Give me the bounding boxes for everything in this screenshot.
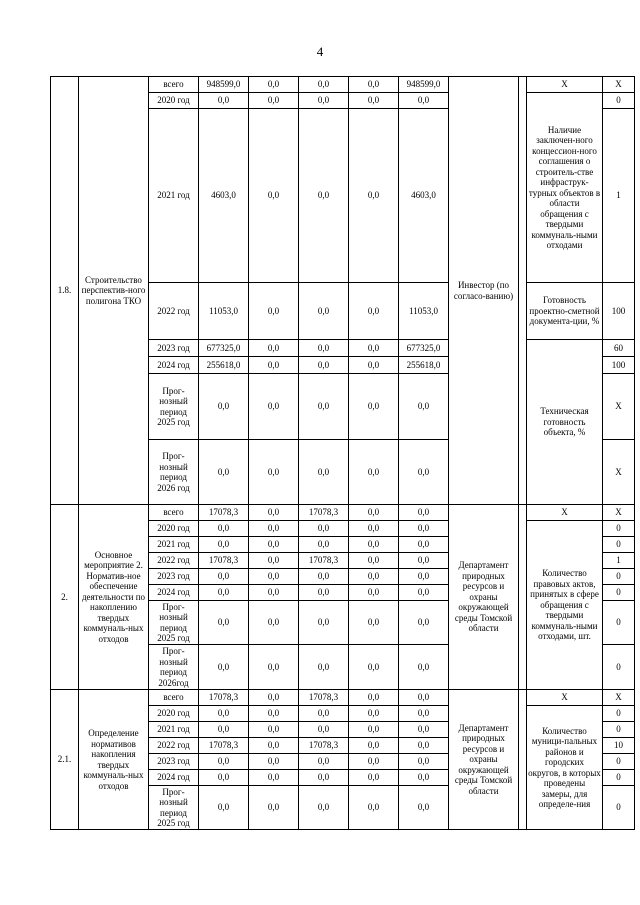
value-cell: 0,0 [199, 374, 249, 440]
indicator-value: 10 [603, 738, 635, 754]
value-cell: 0,0 [299, 585, 349, 601]
value-cell: 0,0 [349, 706, 399, 722]
value-cell: 0,0 [249, 505, 299, 521]
value-cell: 4603,0 [399, 109, 449, 283]
period-cell: 2022 год [149, 553, 199, 569]
executor-cell: Департамент природных ресурсов и охраны окружающей среды Томской области [449, 505, 519, 690]
indicator-cell: Наличие заключен-ного концессион-ного соглашения о строитель-стве инфраструк-турных объектов в области обращения с твердыми коммуналь-ными отходами [527, 93, 603, 283]
value-cell: 0,0 [299, 722, 349, 738]
indicator-value: 100 [603, 357, 635, 374]
indicator-value: 0 [603, 722, 635, 738]
value-cell: 0,0 [249, 754, 299, 770]
value-cell: 0,0 [249, 770, 299, 786]
period-cell: 2020 год [149, 93, 199, 109]
value-cell: 0,0 [399, 569, 449, 585]
period-cell: 2023 год [149, 340, 199, 357]
indicator-value: 0 [603, 754, 635, 770]
value-cell: 0,0 [349, 357, 399, 374]
indicator-cell: Количество муници-пальных районов и городских округов, в которых проведены замеры, для определе-ния [527, 706, 603, 830]
period-cell: всего [149, 690, 199, 706]
indicator-value: 0 [603, 585, 635, 601]
value-cell: 11053,0 [199, 283, 249, 340]
value-cell: 0,0 [299, 537, 349, 553]
value-cell: 4603,0 [199, 109, 249, 283]
value-cell: 0,0 [199, 93, 249, 109]
indicator-value: 1 [603, 553, 635, 569]
value-cell: 0,0 [199, 601, 249, 645]
value-cell: 17078,3 [299, 553, 349, 569]
value-cell: 0,0 [349, 738, 399, 754]
table-row [51, 77, 635, 93]
period-cell: Прог-нозный период 2026год [149, 645, 199, 690]
value-cell: 0,0 [299, 786, 349, 830]
value-cell: 0,0 [349, 283, 399, 340]
period-cell: Прог-нозный период 2025 год [149, 786, 199, 830]
value-cell: 0,0 [199, 770, 249, 786]
value-cell: 0,0 [399, 93, 449, 109]
period-cell: 2020 год [149, 521, 199, 537]
value-cell: 0,0 [349, 690, 399, 706]
value-cell: 0,0 [299, 569, 349, 585]
value-cell: 0,0 [399, 770, 449, 786]
value-cell: 948599,0 [199, 77, 249, 93]
value-cell: 0,0 [399, 601, 449, 645]
value-cell: 255618,0 [399, 357, 449, 374]
value-cell: 0,0 [199, 722, 249, 738]
value-cell: 0,0 [399, 754, 449, 770]
value-cell: 0,0 [399, 645, 449, 690]
period-cell: 2024 год [149, 770, 199, 786]
value-cell: 0,0 [349, 569, 399, 585]
value-cell: 0,0 [249, 521, 299, 537]
period-cell: всего [149, 505, 199, 521]
section-name: Основное мероприятие 2. Норматив-ное обеспечение деятельности по накоплению твердых коммуналь-ных отходов [79, 505, 149, 690]
period-cell: 2022 год [149, 738, 199, 754]
value-cell: 0,0 [299, 93, 349, 109]
value-cell: 677325,0 [199, 340, 249, 357]
value-cell: 0,0 [349, 553, 399, 569]
value-cell: 0,0 [399, 585, 449, 601]
indicator-value: 0 [603, 706, 635, 722]
value-cell: 0,0 [249, 374, 299, 440]
value-cell: 0,0 [249, 77, 299, 93]
value-cell: 0,0 [349, 521, 399, 537]
value-cell: 0,0 [399, 374, 449, 440]
value-cell: 0,0 [199, 706, 249, 722]
value-cell: 0,0 [199, 521, 249, 537]
value-cell: 0,0 [249, 690, 299, 706]
period-cell: 2023 год [149, 569, 199, 585]
value-cell: 0,0 [249, 340, 299, 357]
value-cell: 0,0 [349, 374, 399, 440]
indicator-value: X [603, 505, 635, 521]
spacer-cell [519, 77, 527, 505]
period-cell: 2023 год [149, 754, 199, 770]
value-cell: 0,0 [349, 601, 399, 645]
value-cell: 0,0 [249, 283, 299, 340]
period-cell: Прог-нозный период 2025 год [149, 601, 199, 645]
period-cell: 2024 год [149, 357, 199, 374]
spacer-cell [519, 690, 527, 830]
value-cell: 0,0 [299, 645, 349, 690]
value-cell: 0,0 [349, 93, 399, 109]
value-cell: 0,0 [299, 109, 349, 283]
value-cell: 0,0 [299, 706, 349, 722]
value-cell: 0,0 [299, 374, 349, 440]
indicator-value: X [603, 440, 635, 505]
value-cell: 0,0 [349, 770, 399, 786]
section-name: Строительство перспектив-ного полигона ТКО [79, 77, 149, 505]
indicator-value: 100 [603, 283, 635, 340]
value-cell: 0,0 [399, 537, 449, 553]
period-cell: всего [149, 77, 199, 93]
value-cell: 0,0 [399, 440, 449, 505]
period-cell: 2022 год [149, 283, 199, 340]
value-cell: 17078,3 [199, 505, 249, 521]
indicator-value: 0 [603, 521, 635, 537]
value-cell: 17078,3 [199, 690, 249, 706]
period-cell: 2021 год [149, 109, 199, 283]
section-number: 2.1. [51, 690, 79, 830]
value-cell: 948599,0 [399, 77, 449, 93]
section-name: Определение нормативов накопления твердых коммуналь-ных отходов [79, 690, 149, 830]
indicator-cell: Количество правовых актов, принятых в сфере обращения с твердыми коммуналь-ными отходами, шт. [527, 521, 603, 690]
value-cell: 255618,0 [199, 357, 249, 374]
value-cell: 0,0 [299, 521, 349, 537]
indicator-value: 1 [603, 109, 635, 283]
indicator-cell: X [527, 77, 603, 93]
section-number: 1.8. [51, 77, 79, 505]
value-cell: 0,0 [399, 521, 449, 537]
value-cell: 0,0 [299, 754, 349, 770]
value-cell: 0,0 [399, 553, 449, 569]
value-cell: 0,0 [249, 722, 299, 738]
value-cell: 0,0 [399, 786, 449, 830]
value-cell: 17078,3 [299, 690, 349, 706]
value-cell: 0,0 [249, 786, 299, 830]
value-cell: 0,0 [399, 690, 449, 706]
value-cell: 0,0 [199, 440, 249, 505]
value-cell: 0,0 [349, 440, 399, 505]
period-cell: 2020 год [149, 706, 199, 722]
indicator-cell: X [527, 690, 603, 706]
value-cell: 0,0 [199, 786, 249, 830]
table-row [51, 690, 635, 706]
spacer-cell [519, 505, 527, 690]
value-cell: 0,0 [299, 283, 349, 340]
table-row [51, 505, 635, 521]
indicator-value: X [603, 374, 635, 440]
value-cell: 0,0 [349, 537, 399, 553]
value-cell: 0,0 [299, 770, 349, 786]
value-cell: 11053,0 [399, 283, 449, 340]
value-cell: 0,0 [299, 77, 349, 93]
indicator-value: 0 [603, 645, 635, 690]
period-cell: 2024 год [149, 585, 199, 601]
value-cell: 0,0 [249, 357, 299, 374]
value-cell: 0,0 [199, 754, 249, 770]
value-cell: 17078,3 [199, 553, 249, 569]
value-cell: 17078,3 [299, 505, 349, 521]
value-cell: 0,0 [249, 706, 299, 722]
indicator-cell: Техническая готовность объекта, % [527, 340, 603, 505]
value-cell: 0,0 [399, 706, 449, 722]
value-cell: 0,0 [349, 585, 399, 601]
value-cell: 0,0 [349, 754, 399, 770]
indicator-value: 0 [603, 537, 635, 553]
value-cell: 0,0 [349, 77, 399, 93]
value-cell: 0,0 [199, 645, 249, 690]
period-cell: Прог-нозный период 2025 год [149, 374, 199, 440]
executor-cell: Инвестор (по согласо-ванию) [449, 77, 519, 505]
value-cell: 0,0 [349, 722, 399, 738]
value-cell: 0,0 [299, 340, 349, 357]
value-cell: 0,0 [399, 722, 449, 738]
value-cell: 0,0 [249, 601, 299, 645]
value-cell: 0,0 [249, 738, 299, 754]
value-cell: 0,0 [249, 93, 299, 109]
value-cell: 0,0 [299, 601, 349, 645]
page-number: 4 [316, 44, 324, 59]
indicator-value: 0 [603, 601, 635, 645]
indicator-cell: Готовность проектно-сметной документа-ции, % [527, 283, 603, 340]
value-cell: 0,0 [349, 786, 399, 830]
value-cell: 0,0 [349, 340, 399, 357]
indicator-value: X [603, 690, 635, 706]
executor-cell: Департамент природных ресурсов и охраны окружающей среды Томской области [449, 690, 519, 830]
value-cell: 0,0 [299, 440, 349, 505]
value-cell: 0,0 [249, 440, 299, 505]
value-cell: 0,0 [199, 569, 249, 585]
value-cell: 0,0 [399, 738, 449, 754]
indicator-value: 60 [603, 340, 635, 357]
value-cell: 0,0 [249, 537, 299, 553]
value-cell: 0,0 [249, 585, 299, 601]
value-cell: 0,0 [399, 505, 449, 521]
value-cell: 0,0 [199, 537, 249, 553]
value-cell: 677325,0 [399, 340, 449, 357]
value-cell: 0,0 [249, 569, 299, 585]
value-cell: 0,0 [349, 109, 399, 283]
indicator-cell: X [527, 505, 603, 521]
section-number: 2. [51, 505, 79, 690]
value-cell: 0,0 [349, 505, 399, 521]
value-cell: 17078,3 [299, 738, 349, 754]
period-cell: 2021 год [149, 537, 199, 553]
value-cell: 0,0 [349, 645, 399, 690]
period-cell: 2021 год [149, 722, 199, 738]
period-cell: Прог-нозный период 2026 год [149, 440, 199, 505]
value-cell: 0,0 [249, 645, 299, 690]
value-cell: 0,0 [199, 585, 249, 601]
value-cell: 17078,3 [199, 738, 249, 754]
value-cell: 0,0 [249, 553, 299, 569]
program-table [50, 76, 635, 830]
indicator-value: 0 [603, 786, 635, 830]
indicator-value: X [603, 77, 635, 93]
value-cell: 0,0 [299, 357, 349, 374]
value-cell: 0,0 [249, 109, 299, 283]
indicator-value: 0 [603, 93, 635, 109]
indicator-value: 0 [603, 569, 635, 585]
indicator-value: 0 [603, 770, 635, 786]
